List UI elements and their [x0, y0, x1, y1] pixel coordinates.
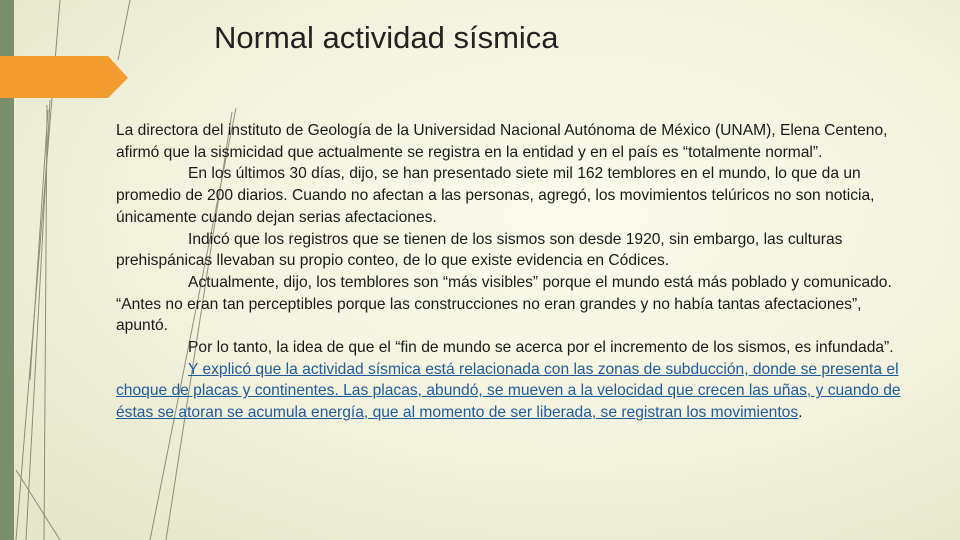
slide-title: Normal actividad sísmica [214, 20, 559, 55]
paragraph-6 [116, 359, 916, 424]
body-text [116, 120, 916, 424]
orange-arrow-shape [0, 56, 128, 98]
paragraph-3: Indicó que los registros que se tienen de los sismos son desde 1920, sin embargo, las culturas prehispánicas llevaban su propio conteo, de lo que existe evidencia en Códices. [116, 230, 843, 270]
paragraph-6-end: . [798, 404, 803, 422]
paragraph-4: Actualmente, dijo, los temblores son “más visibles” porque el mundo está más poblado y comunicado. “Antes no eran tan perceptibles porque las construcciones no eran grandes y no había tantas afectaciones”, apuntó. [116, 273, 892, 335]
paragraph-5: Por lo tanto, la idea de que el “fin de mundo se acerca por el incremento de los sismos, es infundada”. [188, 339, 894, 357]
paragraph-1: La directora del instituto de Geología de la Universidad Nacional Autónoma de México (UNAM), Elena Centeno, afirmó que la sismicidad que actualmente se registra en la entidad y en el país es “totalmente normal”. [116, 122, 888, 161]
paragraph-2: En los últimos 30 días, dijo, se han presentado siete mil 162 temblores en el mundo, lo que da un promedio de 200 diarios. Cuando no afectan a las personas, agregó, los movimientos telúricos no son noticia, únicamente cuando dejan serias afectaciones. [116, 165, 875, 226]
hyperlink-text[interactable]: Y explicó que la actividad sísmica está relacionada con las zonas de subducción, donde se presenta el choque de placas y continentes. Las placas, abundó, se mueven a la velocidad que crecen las uñas, y cuando de éstas se atoran se acumula energía, que al momento de ser liberada, se registran los movimientos [116, 360, 901, 422]
